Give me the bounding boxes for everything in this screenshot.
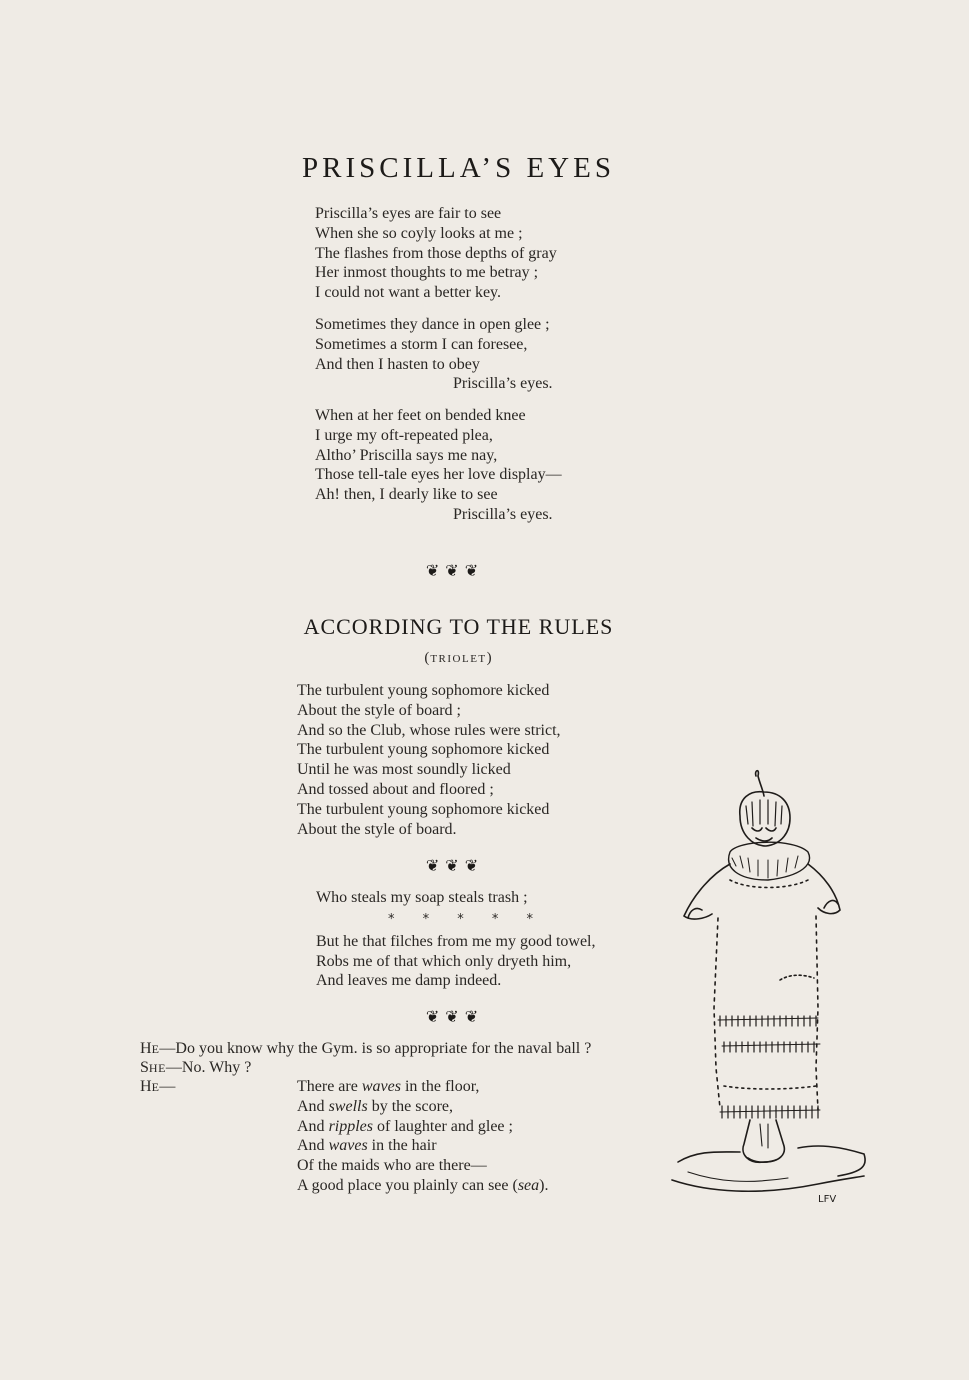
dialog-line-he (140, 1039, 591, 1060)
verse-line: And tossed about and floored ; (297, 780, 494, 798)
verse-refrain: Priscilla’s eyes. (453, 375, 553, 393)
verse-line: Those tell-tale eyes her love display— (315, 466, 562, 484)
verse-line: And then I hasten to obey (315, 355, 480, 373)
verse-line: Ah! then, I dearly like to see (315, 486, 498, 504)
verse-line: Until he was most soundly licked (297, 761, 511, 779)
verse-line: And waves in the hair (297, 1137, 437, 1155)
verse-line: Sometimes they dance in open glee ; (315, 316, 550, 333)
verse-line: But he that filches from me my good towel, (316, 932, 596, 950)
dialog-text: —Do you know why the Gym. is so appropriate for the naval ball ? (159, 1040, 592, 1057)
leaf-ornament-icon: ❦❦❦ (425, 561, 485, 580)
subtitle-word: TRIOLET (430, 653, 487, 665)
artist-signature: LFV (818, 1194, 837, 1205)
girl-in-coat-illustration (668, 768, 873, 1208)
speaker-she: SHE (140, 1059, 166, 1076)
verse-line: And ripples of laughter and glee ; (297, 1117, 513, 1135)
speaker-he: HE (140, 1078, 160, 1095)
asterisk-row: * * * * * (388, 911, 546, 927)
verse-line: The turbulent young sophomore kicked (297, 682, 550, 699)
subtitle-open-paren: ( (424, 650, 431, 666)
poem1-stanza-3 (315, 406, 562, 525)
verse-line: Altho’ Priscilla says me nay, (315, 446, 498, 464)
verse-line: Robs me of that which only dryeth him, (316, 952, 572, 970)
dialog-text: —No. Why ? (165, 1059, 252, 1076)
verse-line: Sometimes a storm I can foresee, (315, 335, 528, 353)
poem1-stanza-1 (315, 204, 557, 303)
dialog-line-he-2 (140, 1077, 175, 1098)
poem3-stanza (316, 888, 596, 991)
verse-line: About the style of board ; (297, 701, 461, 719)
verse-line: About the style of board. (297, 820, 457, 838)
dialog-line-she (140, 1058, 251, 1079)
verse-line: When at her feet on bended knee (315, 407, 526, 424)
verse-line: And leaves me damp indeed. (316, 972, 502, 990)
leaf-ornament-icon: ❦❦❦ (425, 856, 485, 875)
verse-line: Of the maids who are there— (297, 1157, 487, 1175)
verse-line: Priscilla’s eyes are fair to see (315, 205, 502, 222)
verse-line: There are waves in the floor, (297, 1078, 480, 1095)
verse-line: The turbulent young sophomore kicked (297, 741, 550, 759)
verse-line: I urge my oft-repeated plea, (315, 426, 493, 444)
verse-line: And so the Club, whose rules were strict, (297, 721, 561, 739)
verse-line: Who steals my soap steals trash ; (316, 889, 528, 906)
verse-line: The flashes from those depths of gray (315, 244, 557, 262)
verse-line: A good place you plainly can see (sea). (297, 1176, 549, 1194)
poem-title-priscillas-eyes: PRISCILLA’S EYES (302, 152, 615, 184)
poem2-stanza (297, 681, 561, 839)
verse-line: Her inmost thoughts to me betray ; (315, 264, 539, 282)
verse-line: The turbulent young sophomore kicked (297, 800, 550, 818)
poem1-stanza-2 (315, 315, 553, 394)
subtitle-close-paren: ) (486, 650, 493, 666)
poem-title-according-to-the-rules: ACCORDING TO THE RULES (303, 614, 614, 639)
verse-line: And swells by the score, (297, 1097, 453, 1115)
verse-line: I could not want a better key. (315, 284, 502, 302)
dialog-text: — (159, 1078, 176, 1095)
poem-subtitle (0, 650, 917, 667)
dialog-verse (297, 1077, 548, 1196)
verse-line: When she so coyly looks at me ; (315, 224, 523, 242)
verse-refrain: Priscilla’s eyes. (453, 505, 553, 523)
leaf-ornament-icon: ❦❦❦ (425, 1007, 485, 1026)
speaker-he: HE (140, 1040, 160, 1057)
